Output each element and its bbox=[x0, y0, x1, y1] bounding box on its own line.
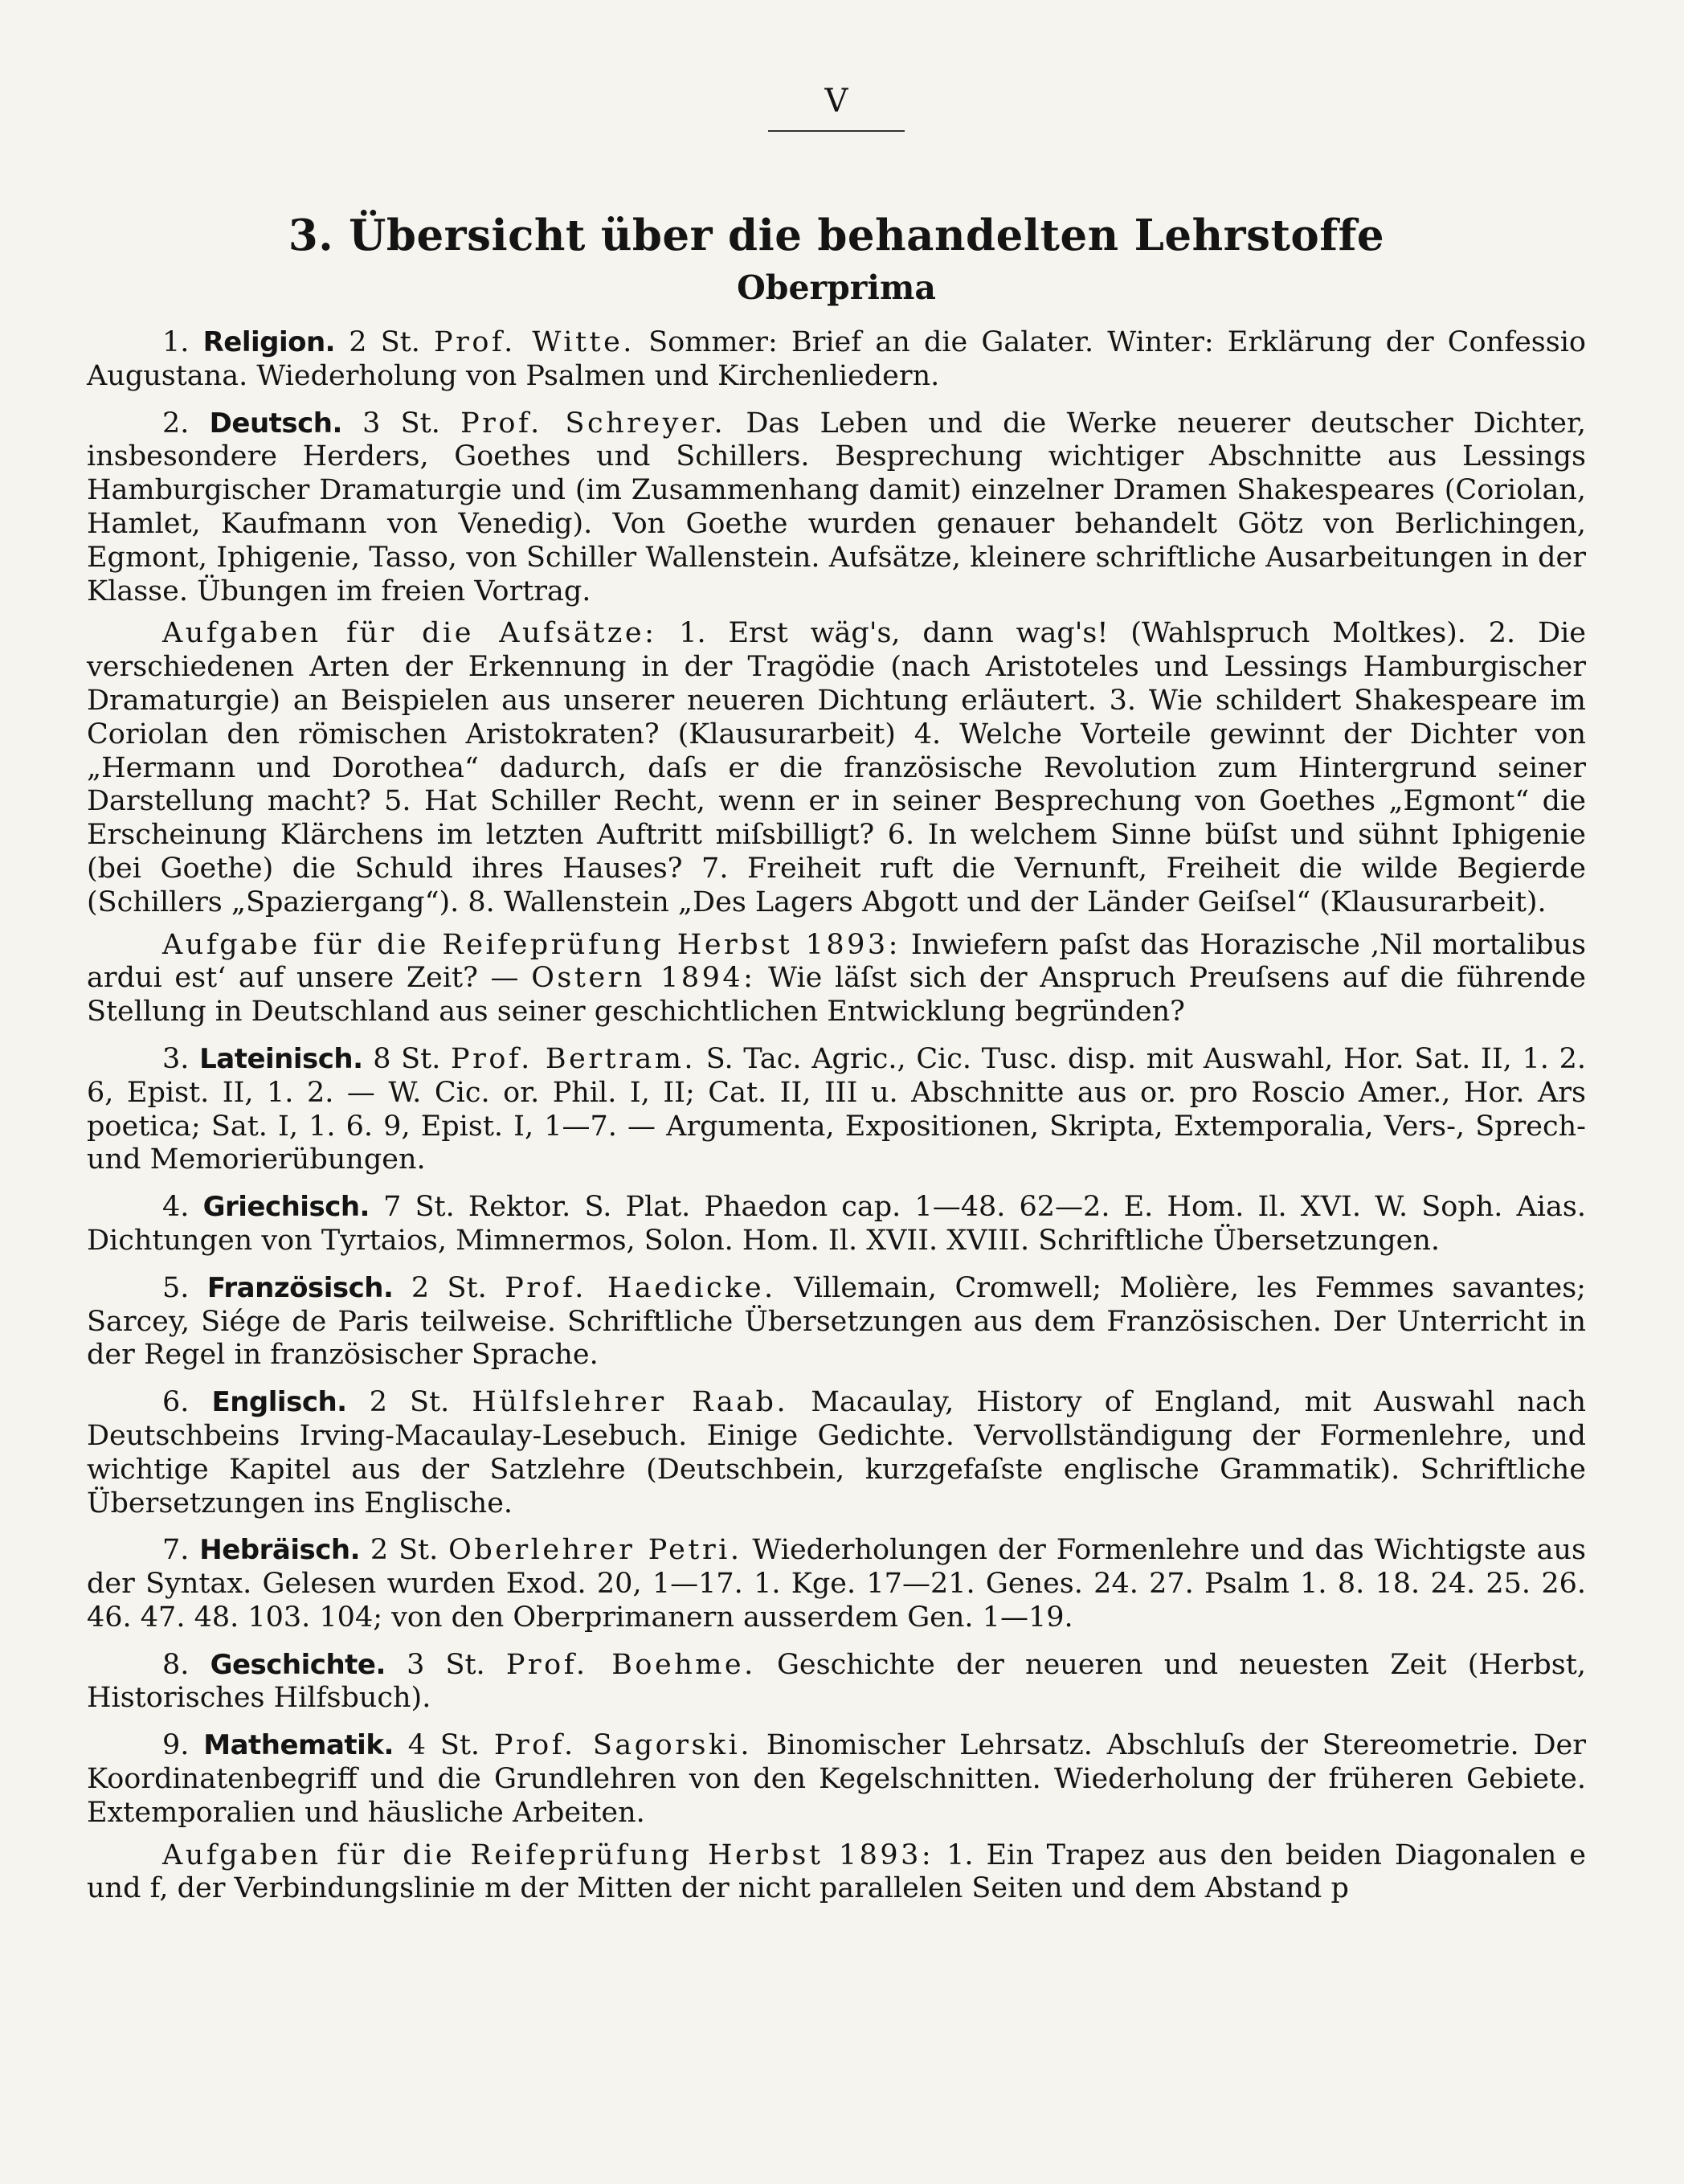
teacher: Rektor. bbox=[468, 1191, 571, 1224]
teacher: Prof. Witte. bbox=[434, 326, 635, 358]
paragraph-deutsch bbox=[87, 407, 1586, 609]
hours: 2 St. bbox=[369, 1386, 450, 1419]
paragraph-englisch bbox=[87, 1386, 1586, 1520]
item-number: 7. bbox=[162, 1534, 190, 1567]
paragraph-religion bbox=[87, 326, 1586, 394]
paragraph-reifepruefung-mathematik bbox=[87, 1839, 1586, 1907]
lead-label-2: Ostern 1894: bbox=[531, 962, 756, 995]
hours: 2 St. bbox=[349, 326, 420, 358]
content-text: Wiederholungen der Formenlehre und das Wichtigste aus der Syntax. Gelesen wurden Exod. 20, 1—17. 1. Kge. 17—21. Genes. 24. 27. Psalm 1. 8. 18. 24. 25. 26. 46. 47. 48. 103. 104; von den Oberprimanern ausserdem Gen. 1—19. bbox=[87, 1534, 1586, 1634]
content-text: S. Plat. Phaedon cap. 1—48. 62—2. E. Hom. Il. XVI. W. Soph. Aias. Dichtungen von Tyrtaios, Mimnermos, Solon. Hom. Il. XVII. XVIII. Schriftliche Übersetzungen. bbox=[87, 1191, 1586, 1257]
content-text-2: Wie läſst sich der Anspruch Preuſsens auf die führende Stellung in Deutschland aus seiner geschichtlichen Entwicklung begründen? bbox=[87, 962, 1586, 1029]
paragraph-lateinisch bbox=[87, 1043, 1586, 1177]
subject-geschichte: Geschichte. bbox=[210, 1648, 386, 1681]
lead-label: Aufgabe für die Reifeprüfung Herbst 1893: bbox=[162, 928, 901, 961]
paragraph-franzoesisch bbox=[87, 1272, 1586, 1372]
item-number: 4. bbox=[162, 1191, 190, 1224]
class-heading: Oberprima bbox=[737, 268, 936, 307]
subject-mathematik: Mathematik. bbox=[203, 1729, 394, 1762]
content-text: Macaulay, History of England, mit Auswahl nach Deutschbeins Irving-Macaulay-Lesebuch. Einige Gedichte. Vervollständigung der Formenlehre, und wichtige Kapitel aus der Satzlehre (Deutschbein, kurzgefaſste englische Grammatik). Schriftliche Übersetzungen ins Englische. bbox=[87, 1386, 1586, 1519]
teacher: Hülfslehrer Raab. bbox=[472, 1386, 789, 1419]
content-text: 1. Ein Trapez aus den beiden Diagonalen e und f, der Verbindungslinie m der Mitten der nicht parallelen Seiten und dem Abstand p bbox=[87, 1838, 1586, 1905]
item-number: 8. bbox=[162, 1648, 190, 1681]
hours: 3 St. bbox=[407, 1648, 485, 1681]
teacher: Prof. Boehme. bbox=[505, 1648, 756, 1681]
subject-griechisch: Griechisch. bbox=[202, 1191, 370, 1224]
paragraph-mathematik bbox=[87, 1729, 1586, 1830]
hours: 7 St. bbox=[383, 1191, 455, 1224]
content-text: Binomischer Lehrsatz. Abschluſs der Stereometrie. Der Koordinatenbegriff und die Grundlehren von den Kegelschnitten. Wiederholung der früheren Gebiete. Extemporalien und häusliche Arbeiten. bbox=[87, 1729, 1586, 1829]
content-text: 1. Erst wäg's, dann wag's! (Wahlspruch Moltkes). 2. Die verschiedenen Arten der Erkennung in der Tragödie (nach Aristoteles und Lessings Hamburgischer Dramaturgie) an Beispielen aus unserer neueren Dichtung erläutert. 3. Wie schildert Shakespeare im Coriolan den römischen Aristokraten? (Klausurarbeit) 4. Welche Vorteile gewinnt der Dichter von „Hermann und Dorothea“ dadurch, daſs er die französische Revolution zum Hintergrund seiner Darstellung macht? 5. Hat Schiller Recht, wenn er in seiner Besprechung von Goethes „Egmont“ die Erscheinung Klärchens im letzten Auftritt miſsbilligt? 6. In welchem Sinne büſst und sühnt Iphigenie (bei Goethe) die Schuld ihres Hauses? 7. Freiheit ruft die Vernunft, Freiheit die wilde Begierde (Schillers „Spaziergang“). 8. Wallenstein „Des Lagers Abgott und der Länder Geiſsel“ (Klausurarbeit). bbox=[87, 617, 1586, 918]
content-text: Geschichte der neueren und neuesten Zeit (Herbst, Historisches Hilfsbuch). bbox=[87, 1648, 1586, 1715]
item-number: 1. bbox=[162, 326, 190, 358]
subject-religion: Religion. bbox=[202, 326, 336, 358]
page-number-rule bbox=[768, 130, 905, 132]
hours: 2 St. bbox=[411, 1271, 487, 1304]
lead-label: Aufgaben für die Aufsätze: bbox=[162, 617, 657, 650]
paragraph-griechisch bbox=[87, 1191, 1586, 1258]
hours: 3 St. bbox=[362, 407, 440, 440]
teacher: Oberlehrer Petri. bbox=[448, 1534, 742, 1567]
paragraph-reifepruefung-deutsch bbox=[87, 929, 1586, 1029]
lead-label: Aufgaben für die Reifeprüfung Herbst 1893: bbox=[162, 1838, 934, 1871]
teacher: Prof. Haedicke. bbox=[505, 1271, 776, 1304]
hours: 4 St. bbox=[407, 1729, 480, 1762]
paragraph-aufsatz-topics bbox=[87, 617, 1586, 919]
content-text: S. Tac. Agric., Cic. Tusc. disp. mit Auswahl, Hor. Sat. II, 1. 2. 6, Epist. II, 1. 2. — W. Cic. or. Phil. I, II; Cat. II, III u. Abschnitte aus or. pro Roscio Amer., Hor. Ars poetica; Sat. I, 1. 6. 9, Epist. I, 1—7. — Argumenta, Expositionen, Skripta, Extemporalia, Vers-, Sprech- und Memorierübungen. bbox=[87, 1042, 1586, 1176]
teacher: Prof. Sagorski. bbox=[493, 1729, 752, 1762]
content-text: Sommer: Brief an die Galater. Winter: Erklärung der Confessio Augustana. Wiederholung von Psalmen und Kirchenliedern. bbox=[87, 326, 1586, 392]
item-number: 9. bbox=[162, 1729, 190, 1762]
content-text: Villemain, Cromwell; Molière, les Femmes savantes; Sarcey, Siége de Paris teilweise. Schriftliche Übersetzungen aus dem Französischen. Der Unterricht in der Regel in französischer Sprache. bbox=[87, 1271, 1586, 1372]
item-number: 6. bbox=[162, 1386, 190, 1419]
subject-lateinisch: Lateinisch. bbox=[199, 1042, 363, 1075]
subject-hebraeisch: Hebräisch. bbox=[199, 1534, 361, 1567]
hours: 8 St. bbox=[373, 1042, 441, 1075]
teacher: Prof. Schreyer. bbox=[460, 407, 726, 440]
section-title: 3. Übersicht über die behandelten Lehrstoffe bbox=[288, 211, 1385, 260]
paragraph-hebraeisch bbox=[87, 1534, 1586, 1634]
item-number: 5. bbox=[162, 1271, 190, 1304]
subject-franzoesisch: Französisch. bbox=[206, 1271, 394, 1304]
content-text: Inwiefern paſst das Horazische ‚Nil mortalibus ardui est‘ auf unsere Zeit? — bbox=[87, 928, 1586, 995]
item-number: 2. bbox=[162, 407, 190, 440]
page-number: V bbox=[824, 83, 848, 120]
item-number: 3. bbox=[162, 1042, 190, 1075]
hours: 2 St. bbox=[370, 1534, 439, 1567]
content-text: Das Leben und die Werke neuerer deutscher Dichter, insbesondere Herders, Goethes und Schillers. Besprechung wichtiger Abschnitte aus Lessings Hamburgischer Dramaturgie und (im Zusammenhang damit) einzelner Dramen Shakespeares (Coriolan, Hamlet, Kaufmann von Venedig). Von Goethe wurden genauer behandelt Götz von Berlichingen, Egmont, Iphigenie, Tasso, von Schiller Wallenstein. Aufsätze, kleinere schriftliche Ausarbeitungen in der Klasse. Übungen im freien Vortrag. bbox=[87, 407, 1586, 607]
subject-deutsch: Deutsch. bbox=[209, 407, 342, 440]
subject-englisch: Englisch. bbox=[211, 1386, 347, 1419]
teacher: Prof. Bertram. bbox=[451, 1042, 697, 1075]
paragraph-geschichte bbox=[87, 1649, 1586, 1716]
